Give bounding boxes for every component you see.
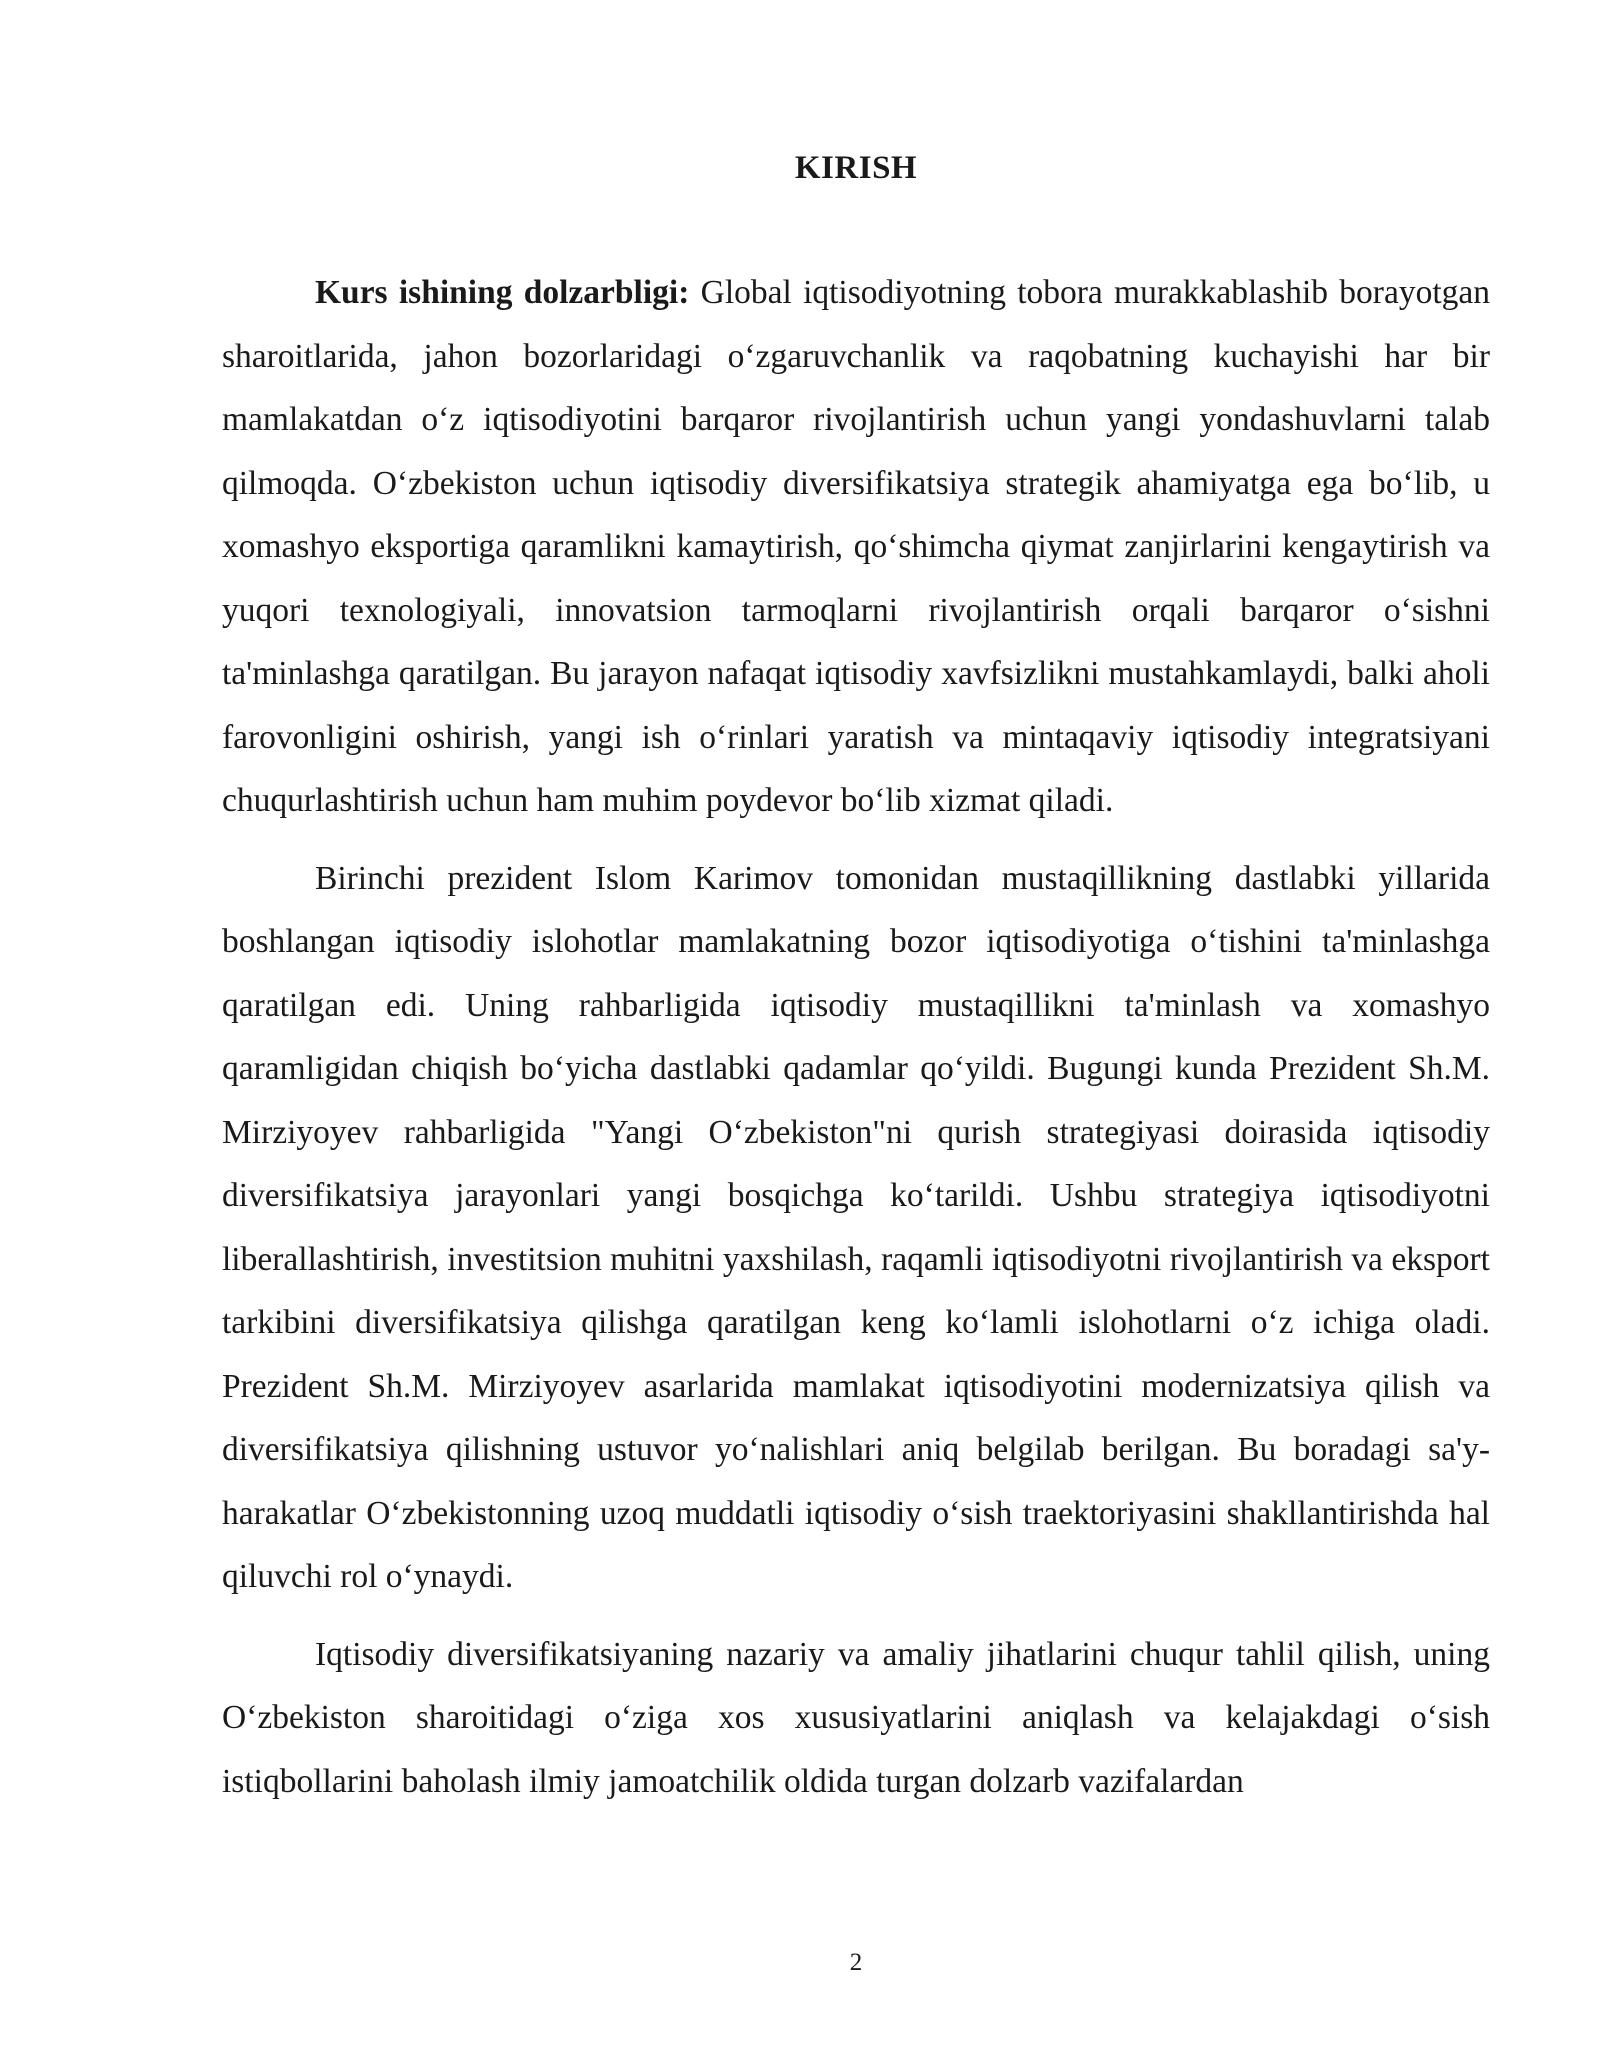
paragraph-reforms [222,847,1490,1609]
paragraph-relevance [222,261,1490,833]
page-heading: KIRISH [794,150,918,186]
paragraph-text: Birinchi prezident Islom Karimov tomonidan mustaqillikning dastlabki yillarida boshlangan iqtisodiy islohotlar mamlakatning bozor iqtisodiyotiga o‘tishini ta'minlashga qaratilgan edi. Uning rahbarligida iqtisodiy mustaqillikni ta'minlash va xomashyo qaramligidan chiqish bo‘yicha dastlabki qadamlar qo‘yildi. Bugungi kunda Prezident Sh.M. Mirziyoyev rahbarligida "Yangi O‘zbekiston"ni qurish strategiyasi doirasida iqtisodiy diversifikatsiya jarayonlari yangi bosqichga ko‘tarildi. Ushbu strategiya iqtisodiyotni liberallashtirish, investitsion muhitni yaxshilash, raqamli iqtisodiyotni rivojlantirish va eksport tarkibini diversifikatsiya qilishga qaratilgan keng ko‘lamli islohotlarni o‘z ichiga oladi. Prezident Sh.M. Mirziyoyev asarlarida mamlakat iqtisodiyotini modernizatsiya qilish va diversifikatsiya qilishning ustuvor yo‘nalishlari aniq belgilab berilgan. Bu boradagi sa'y-harakatlar O‘zbekistonning uzoq muddatli iqtisodiy o‘sish traektoriyasini shakllantirishda hal qiluvchi rol o‘ynaydi. [222,859,1490,1595]
page-number: 2 [849,1949,863,1976]
paragraph-analysis [222,1623,1490,1814]
paragraph-text: Global iqtisodiyotning tobora murakkablashib borayotgan sharoitlarida, jahon bozorlaridagi o‘zgaruvchanlik va raqobatning kuchayishi har bir mamlakatdan o‘z iqtisodiyotini barqaror rivojlantirish uchun yangi yondashuvlarni talab qilmoqda. O‘zbekiston uchun iqtisodiy diversifikatsiya strategik ahamiyatga ega bo‘lib, u xomashyo eksportiga qaramlikni kamaytirish, qo‘shimcha qiymat zanjirlarini kengaytirish va yuqori texnologiyali, innovatsion tarmoqlarni rivojlantirish orqali barqaror o‘sishni ta'minlashga qaratilgan. Bu jarayon nafaqat iqtisodiy xavfsizlikni mustahkamlaydi, balki aholi farovonligini oshirish, yangi ish o‘rinlari yaratish va mintaqaviy iqtisodiy integratsiyani chuqurlashtirish uchun ham muhim poydevor bo‘lib xizmat qiladi. [222,274,1490,819]
document-page [222,0,1490,2070]
body-text [222,261,1490,1827]
paragraph-text: Iqtisodiy diversifikatsiyaning nazariy va amaliy jihatlarini chuqur tahlil qilish, uning O‘zbekiston sharoitidagi o‘ziga xos xususiyatlarini aniqlash va kelajakdagi o‘sish istiqbollarini baholash ilmiy jamoatchilik oldida turgan dolzarb vazifalardan [222,1635,1490,1800]
paragraph-lead: Kurs ishining dolzarbligi: [315,274,690,311]
